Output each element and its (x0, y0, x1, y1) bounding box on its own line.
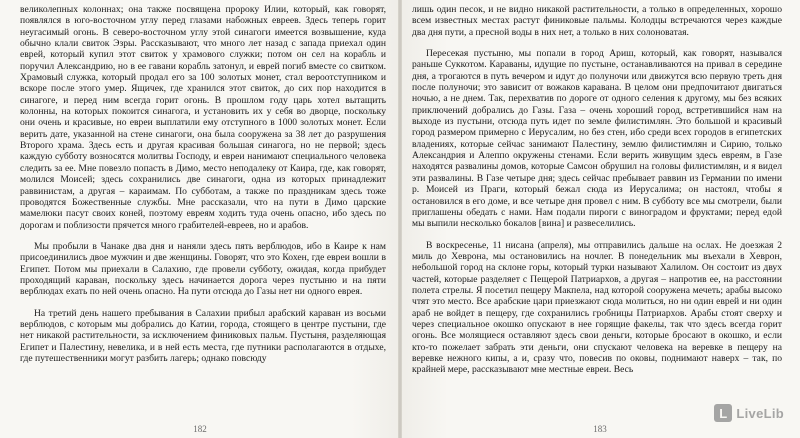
book-gutter (398, 0, 402, 438)
paragraph: Мы пробыли в Чанаке два дня и наняли здесь пять верблюдов, ибо в Каире к нам присоединились двое мужчин и две женщины. Говорят, что это Кохен, где евреи вошли в Египет. Потом мы приехали в Салахию, где провели субботу, ожидая, когда прибудет проходящий караван, поскольку здесь начинается дорога через пустыню и на пяти верблюдах ехать по ней очень опасно. На пути отсюда до Газы нет ни одного еврея. (20, 240, 386, 298)
right-page-text (412, 4, 782, 376)
page-number-right: 183 (593, 424, 607, 434)
paragraph: На третий день нашего пребывания в Салахии прибыл арабский караван из восьми верблюдов, с которым мы добрались до Катии, города, стоящего в центре пустыни, где нет никакой растительности, за исключением финиковых пальм. Пустыня, разделяющая Египет и Палестину, невелика, и в ней есть места, где путники располагаются в отдыхе, где путешественники могут разбить лагерь; однако повсюду (20, 307, 386, 364)
left-page-text (20, 4, 386, 364)
watermark (714, 404, 784, 422)
page-number-left: 182 (193, 424, 207, 434)
right-page (400, 0, 800, 438)
paragraph: великолепных колоннах; она также посвящена пророку Илии, который, как говорят, появлялся в юго-восточном углу перед глазами набожных евреев. Здесь теперь горит неугасимый огонь. В северо-восточном углу этой синагоги имеется возвышение, куда обычно клали свиток Эзры. Рассказывают, что много лет назад с запада приехал один еврей, который купил этот свиток у храмового служки; потом он сел на корабль и поручил Александрию, но в ее гавани корабль затонул, и еврей погиб вместе со свитком. Храмовый служка, который продал его за 100 золотых монет, стал вероотступником и вскоре после этого умер. Ящичек, где хранился этот свиток, до сих пор находится в синагоге, и перед ним всегда горит огонь. В прошлом году царь хотел вытащить колонны, на которых покоится синагога, и установить их у себя во дворце, поскольку они очень и красивые, но евреи выплатили ему отступного в 1000 золотых монет. Если верить дате, указанной на стене синагоги, она была сооружена за 38 лет до разрушения Второго храма. Здесь есть и другая красивая большая синагога, но не первой; здесь каждую субботу возносятся молитвы Господу, и евреи нанимают специального человека следить за ее. Мне повезло попасть в Димо, место неподалеку от Каира, где, как говорят, молился Моисей; здесь сохранились две синагоги, одна из которых принадлежит раввинистам, а другая – караимам. По субботам, а также по праздникам здесь тоже проводятся Божественные службы. Мне рассказали, что на пути в Димо царские мамелюки пасут своих коней, поэтому евреям ходить туда очень опасно, ибо здесь по дорогам и поблизости прячется много грабителей-евреев, но и арабов. (20, 4, 386, 231)
paragraph: В воскресенье, 11 нисана (апреля), мы отправились дальше на ослах. Не доезжая 2 миль до Хеврона, мы остановились на ночлег. В понедельник мы въехали в Хеврон, небольшой город на склоне горы, который турки называют Халилом. Он состоит из двух частей, которые разделяет с Пещерой Патриархов, а другая – напротив ее, на расстоянии полета стрелы. Я посетил пещеру Макпела, над которой сооружена мечеть; арабы высоко чтят это место. Все арабские цари приезжают сюда молиться, но ни один еврей и ни один араб не войдет в пещеру, где сохранились гробницы Патриархов. Арабы стоят сверху и через специальное окошко опускают в нее горящие факелы, так что здесь всегда горит огонь. Все молящиеся оставляют здесь свои деньги, которые бросают в окошко, и если кто-то пожелает забрать эти деньги, они спускают человека на веревке в пещеру на веревке нежного кипы, а и, сразу что, повесив по оковы, поднимают наверх – так, по крайней мере, рассказывают мне местные евреи. Весь (412, 239, 782, 376)
paragraph: лишь один песок, и не видно никакой растительности, а только в определенных, хорошо всем известных местах растут финиковые пальмы. Колодцы встречаются через каждые два дня пути, а пресной воды в них нет, а только в них солоноватая. (412, 4, 782, 38)
watermark-text: LiveLib (736, 405, 784, 421)
paragraph: Пересекая пустыню, мы попали в город Ариш, который, как говорят, назывался раньше Суккотом. Караваны, идущие по пустыне, останавливаются на привал в середине дня, а трогаются в путь вечером и идут до полуночи или движутся всю первую треть дня после полуночи; это зависит от вожаков каравана. В целом они предпочитают двигаться ночью, а не днем. Так, перехватив по дороге от одного селения к другому, мы без всяких приключений добрались до Газы. Газа – очень хороший город, встретившийся нам на выходе из пустыни, отсюда путь идет по земле филистимлян. Это большой и красивый город размером примерно с Иерусалим, но без стен, ибо среди всех городов в египетских владениях, которые сейчас занимают Палестину, землю филистимлян и Сирию, только Александрия и Алеппо окружены стенами. Если верить живущим здесь евреям, в Газе находятся развалины домов, которые Самсон обрушил на головы филистимлян, и я видел эти развалины. В Газе четыре дня; здесь сейчас пребывает раввин из Германии по имени р. Моисей из Праги, который бежал сюда из Иерусалима; он настоял, чтобы я остановился в его доме, и все четыре дня провел с ним. В субботу все мы смотрели, были приглашены обедать с нами. Нам подали пироги с виноградом и фруктами; перед едой мы выпили несколько бокалов [вина] и развеселились. (412, 48, 782, 230)
livelib-logo-icon: L (714, 404, 732, 422)
